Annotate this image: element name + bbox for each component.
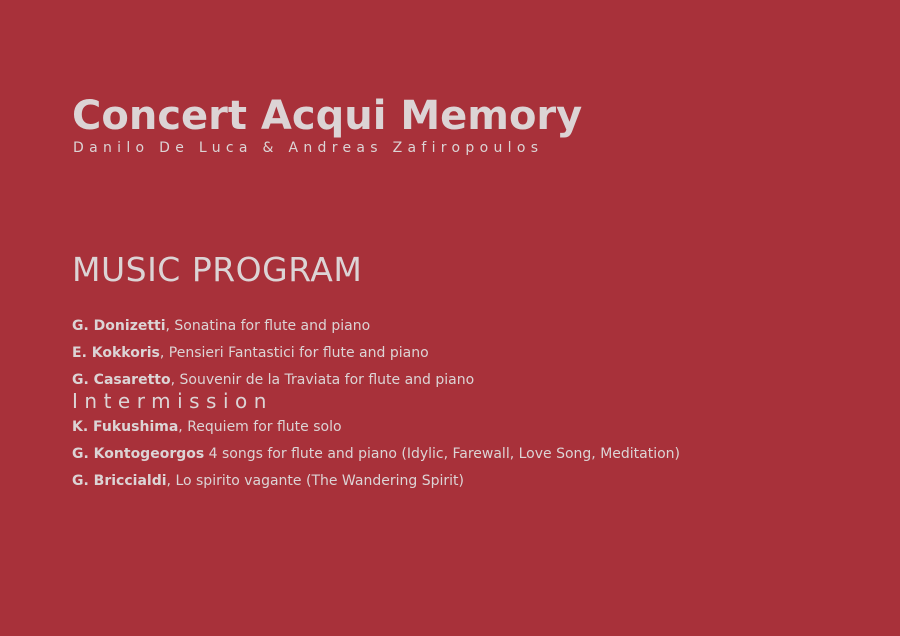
work-title: Pensieri Fantastici for flute and piano [168,345,429,361]
program-item-briccialdi [72,468,872,495]
program-item-kontogeorgos [72,441,872,468]
work-title: Lo spirito vagante (The Wandering Spirit) [175,473,464,489]
work-title: Sonatina for flute and piano [174,318,371,334]
performers-subtitle: Danilo De Luca & Andreas Zafiropoulos [73,140,544,156]
program-item-kokkoris [72,340,872,367]
intermission-label: Intermission [72,389,273,413]
program-item-fukushima [72,414,872,441]
music-program-heading: MUSIC PROGRAM [72,250,363,289]
composer-name: E. Kokkoris [72,345,160,361]
composer-name: G. Kontogeorgos [72,446,205,462]
program-item-donizetti [72,313,872,340]
composer-name: K. Fukushima [72,419,179,435]
separator: , [178,419,188,435]
program-list [72,313,872,495]
separator: , [165,318,175,334]
composer-name: G. Donizetti [72,318,166,334]
separator: , [159,345,169,361]
concert-title: Concert Acqui Memory [72,93,583,139]
separator: , [166,473,176,489]
work-title: 4 songs for flute and piano (Idylic, Farewall, Love Song, Meditation) [208,446,681,462]
work-title: Souvenir de la Traviata for flute and piano [179,372,475,388]
separator: , [170,372,180,388]
work-title: Requiem for flute solo [187,419,342,435]
composer-name: G. Briccialdi [72,473,167,489]
composer-name: G. Casaretto [72,372,171,388]
